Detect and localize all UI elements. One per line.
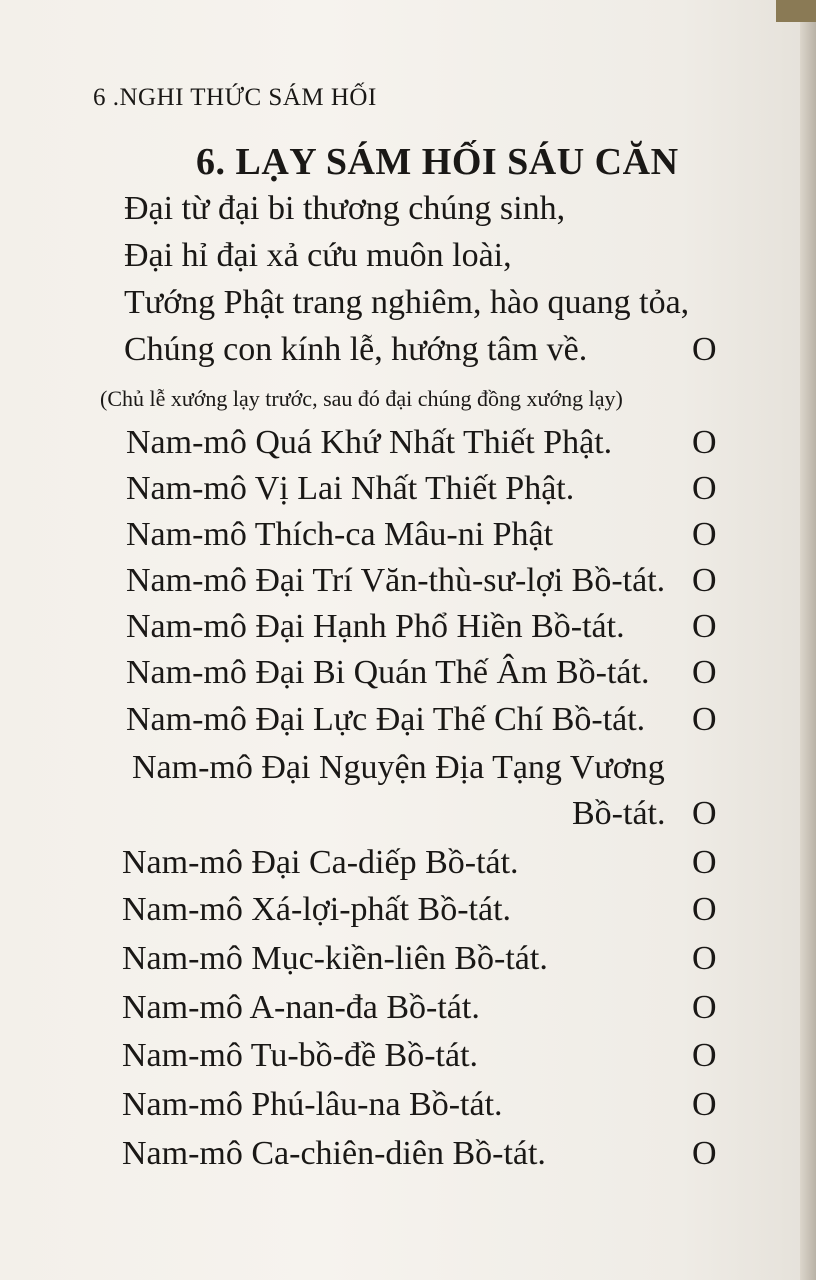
invocation-line: Nam-mô Phú-lâu-na Bồ-tát. <box>122 1086 503 1123</box>
invocation-line: Nam-mô Quá Khứ Nhất Thiết Phật. <box>126 424 613 461</box>
bow-mark: O <box>692 701 717 738</box>
invocation-line: Nam-mô Ca-chiên-diên Bồ-tát. <box>122 1135 546 1172</box>
bow-mark: O <box>692 424 717 461</box>
bow-mark: O <box>692 844 717 881</box>
corner-strip <box>776 0 816 22</box>
bow-mark: O <box>692 940 717 977</box>
bow-mark: O <box>692 1037 717 1074</box>
invocation-line: Nam-mô Đại Hạnh Phổ Hiền Bồ-tát. <box>126 608 625 645</box>
verse-line: Tướng Phật trang nghiêm, hào quang tỏa, <box>124 284 690 321</box>
invocation-line: Nam-mô Đại Lực Đại Thế Chí Bồ-tát. <box>126 701 646 738</box>
bow-mark: O <box>692 470 717 507</box>
page-edge <box>800 0 816 1280</box>
invocation-line: Nam-mô Tu-bồ-đề Bồ-tát. <box>122 1037 479 1074</box>
invocation-line: Nam-mô Vị Lai Nhất Thiết Phật. <box>126 470 575 507</box>
instruction-note: (Chủ lễ xướng lạy trước, sau đó đại chúng đồng xướng lạy) <box>100 386 623 411</box>
bow-mark: O <box>692 1135 717 1172</box>
bow-mark: O <box>692 331 717 368</box>
invocation-line: Nam-mô Đại Nguyện Địa Tạng Vương <box>132 749 665 786</box>
invocation-line: Nam-mô Mục-kiền-liên Bồ-tát. <box>122 940 548 977</box>
section-title: 6. LẠY SÁM HỐI SÁU CĂN <box>196 141 679 183</box>
invocation-line: Nam-mô Xá-lợi-phất Bồ-tát. <box>122 891 512 928</box>
verse-line: Đại từ đại bi thương chúng sinh, <box>124 190 566 227</box>
chapter-header: 6 .NGHI THỨC SÁM HỐI <box>93 84 377 111</box>
bow-mark: O <box>692 516 717 553</box>
bow-mark: O <box>692 1086 717 1123</box>
invocation-line: Nam-mô Thích-ca Mâu-ni Phật <box>126 516 554 553</box>
invocation-continuation: Bồ-tát. <box>572 795 666 832</box>
invocation-line: Nam-mô Đại Trí Văn-thù-sư-lợi Bồ-tát. <box>126 562 666 599</box>
bow-mark: O <box>692 562 717 599</box>
invocation-line: Nam-mô A-nan-đa Bồ-tát. <box>122 989 480 1026</box>
bow-mark: O <box>692 891 717 928</box>
bow-mark: O <box>692 654 717 691</box>
invocation-line: Nam-mô Đại Ca-diếp Bồ-tát. <box>122 844 519 881</box>
bow-mark: O <box>692 608 717 645</box>
bow-mark: O <box>692 795 717 832</box>
verse-line: Đại hỉ đại xả cứu muôn loài, <box>124 237 512 274</box>
verse-line: Chúng con kính lễ, hướng tâm về. <box>124 331 588 368</box>
bow-mark: O <box>692 989 717 1026</box>
invocation-line: Nam-mô Đại Bi Quán Thế Âm Bồ-tát. <box>126 654 650 691</box>
